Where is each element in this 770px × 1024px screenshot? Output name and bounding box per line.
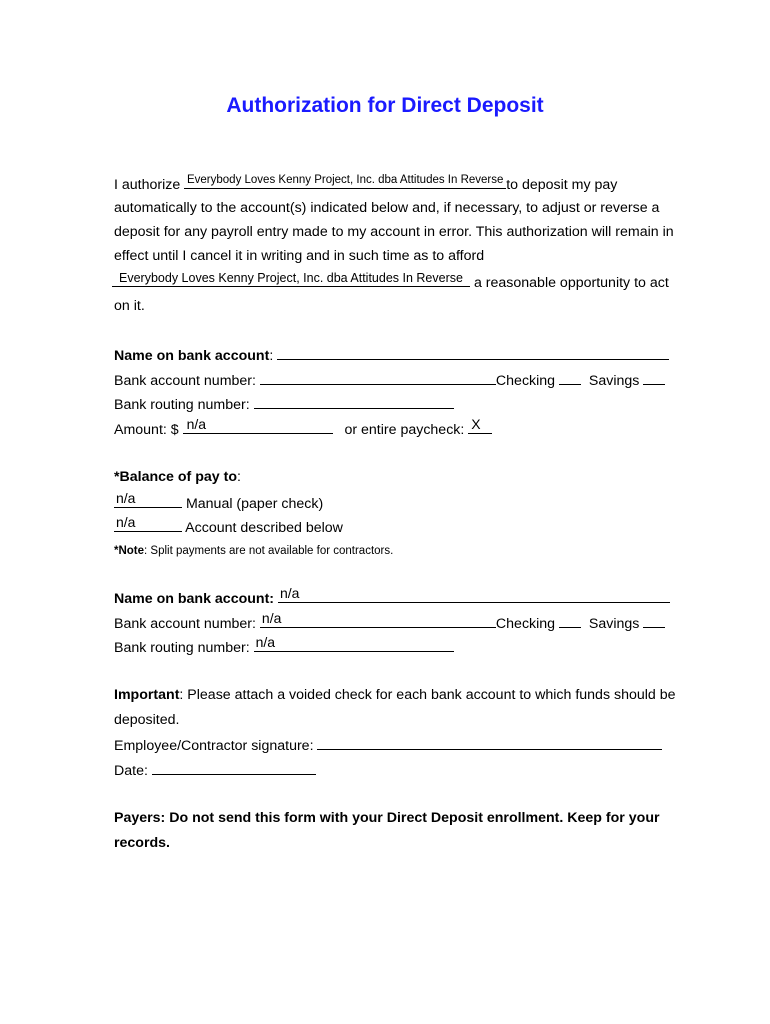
balance-account-row — [114, 514, 343, 537]
account1-entire-field[interactable] — [468, 416, 492, 434]
date-field[interactable] — [152, 760, 316, 775]
account2-number-row — [114, 610, 665, 633]
account1-number-label: Bank account number: — [114, 373, 256, 389]
balance-account-field[interactable] — [114, 514, 182, 532]
date-label: Date: — [114, 763, 148, 779]
payers-line-1: Payers: Do not send this form with your Direct Deposit enrollment. Keep for your — [114, 810, 660, 826]
employer-name-value-2: Everybody Loves Kenny Project, Inc. dba Attitudes In Reverse — [119, 271, 463, 285]
account1-entire-label: or entire paycheck: — [344, 422, 465, 438]
account1-amount-row — [114, 416, 492, 439]
balance-heading: *Balance of pay to: — [114, 469, 241, 485]
account2-routing-label: Bank routing number: — [114, 640, 250, 656]
account2-routing-field[interactable] — [254, 634, 454, 652]
account2-number-value: n/a — [261, 610, 282, 626]
account1-savings-label: Savings — [588, 373, 640, 389]
employer-name-field-2[interactable] — [112, 272, 470, 287]
page-title: Authorization for Direct Deposit — [226, 94, 544, 117]
account1-number-field[interactable] — [260, 370, 496, 385]
important-line-1: Important: Please attach a voided check for each bank account to which funds should be — [114, 687, 676, 703]
account1-name-field[interactable] — [277, 345, 669, 360]
account2-savings-field[interactable] — [643, 613, 665, 628]
account2-routing-row — [114, 634, 454, 657]
account2-checking-field[interactable] — [559, 613, 581, 628]
signature-label: Employee/Contractor signature: — [114, 738, 314, 754]
intro-line-4: effect until I cancel it in writing and in such time as to afford — [114, 248, 485, 264]
account1-name-row: Name on bank account: — [114, 345, 669, 365]
intro-line-6: on it. — [114, 298, 145, 314]
account2-checking-label: Checking — [495, 616, 556, 632]
account1-amount-value: n/a — [186, 416, 207, 432]
balance-manual-value: n/a — [116, 490, 136, 506]
intro-line-5: Everybody Loves Kenny Project, Inc. dba Attitudes In Reverse a reasonable opportunity to act — [114, 272, 669, 292]
intro-line-3: deposit for any payroll entry made to my account in error. This authorization will remain in — [114, 224, 674, 240]
account1-routing-field[interactable] — [254, 394, 454, 409]
account2-routing-value: n/a — [255, 634, 276, 650]
account1-routing-label: Bank routing number: — [114, 397, 250, 413]
signature-row — [114, 735, 662, 755]
intro-line-1: I authorize Everybody Loves Kenny Project, Inc. dba Attitudes In Reverse to deposit my pay — [114, 174, 618, 193]
account1-routing-row — [114, 394, 454, 414]
account1-number-row — [114, 370, 665, 390]
account2-name-value: n/a — [280, 585, 300, 601]
important-line-2: deposited. — [114, 712, 180, 728]
intro-line-2: automatically to the account(s) indicated below and, if necessary, to adjust or reverse a — [114, 200, 660, 216]
account1-amount-field[interactable] — [183, 416, 333, 434]
account2-name-label: Name on bank account: — [114, 591, 275, 607]
account2-savings-label: Savings — [588, 616, 640, 632]
account1-checking-label: Checking — [495, 373, 556, 389]
employer-name-field[interactable] — [184, 174, 506, 189]
account1-name-label: Name on bank account — [114, 348, 270, 364]
balance-manual-field[interactable] — [114, 490, 182, 508]
balance-account-label: Account described below — [185, 520, 343, 536]
payers-line-2: records. — [114, 835, 170, 851]
balance-manual-row — [114, 490, 324, 513]
employer-name-value: Everybody Loves Kenny Project, Inc. dba Attitudes In Reverse — [186, 174, 504, 186]
balance-manual-label: Manual (paper check) — [185, 496, 324, 512]
date-row — [114, 760, 316, 780]
account1-entire-value: X — [471, 416, 481, 432]
signature-field[interactable] — [317, 735, 662, 750]
split-payment-note: *Note: Split payments are not available for contractors. — [114, 545, 394, 557]
balance-account-value: n/a — [116, 514, 136, 530]
account1-amount-label: Amount: $ — [114, 422, 179, 438]
account2-number-label: Bank account number: — [114, 616, 256, 632]
account2-name-row — [114, 585, 670, 608]
account1-checking-field[interactable] — [559, 370, 581, 385]
account2-number-field[interactable] — [260, 610, 496, 628]
account1-savings-field[interactable] — [643, 370, 665, 385]
account2-name-field[interactable] — [278, 585, 670, 603]
